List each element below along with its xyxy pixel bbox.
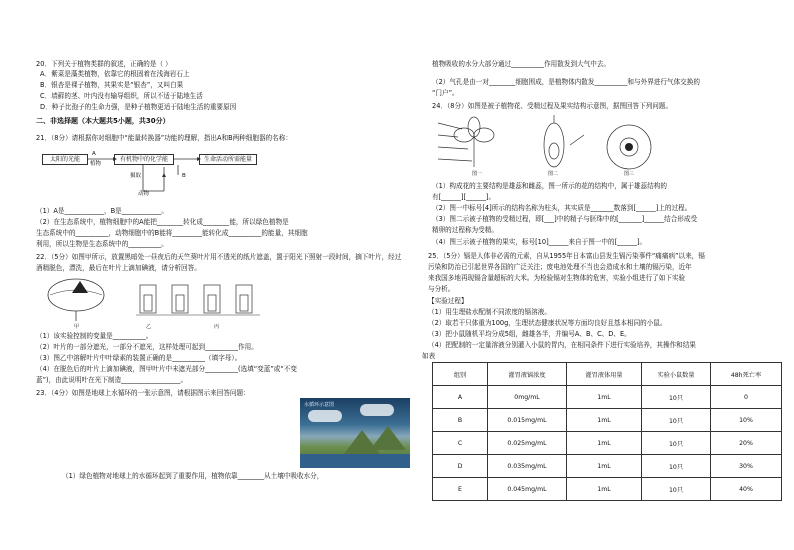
q21-line4: 利用，所以生物是生态系统中的__________。 bbox=[36, 240, 168, 248]
cloud bbox=[308, 410, 342, 422]
q25-stem-2: 污染和防治已引起世界各国的广泛关注；废电池处理不当也会造成水和土壤的镉污染，近年 bbox=[428, 263, 692, 271]
header-mortality: 48h死亡率 bbox=[711, 363, 782, 386]
header-group: 组别 bbox=[433, 363, 488, 386]
q20-option-c: C．墙藓的茎、叶内没有输导组织，所以不适于陆地生活 bbox=[40, 92, 203, 100]
q21-line3: 生态系统中的__________，动物细胞中的B能将_________能转化成__________的能量，其细胞 bbox=[36, 229, 308, 237]
sea bbox=[300, 454, 410, 468]
cell: 0.015mg/mL bbox=[488, 409, 567, 432]
header-concentration: 灌胃液镉浓度 bbox=[488, 363, 567, 386]
q23-line1: （1）绿色植物对地球上的水循环起到了重要作用，植物依靠________从土壤中吸收水分， bbox=[62, 472, 324, 480]
q23-cont-line3: “门户”。 bbox=[432, 89, 459, 97]
q21-arrows bbox=[40, 145, 270, 205]
q20-option-b: B．银杏是裸子植物，其果实是“银杏”，又叫白果 bbox=[40, 81, 184, 89]
cell: 1mL bbox=[567, 432, 642, 455]
q22-stem-1: 22．（5分）如图甲所示，放置黑暗处一昼夜后的天竺葵叶片用不透光的纸片遮盖，置于阳光下照射一段时间，摘下叶片，经过 bbox=[36, 253, 402, 261]
cell: B bbox=[433, 409, 488, 432]
q24-line1: （1）构成花的主要结构是雄蕊和雌蕊，图一所示的花的结构中，属于雄蕊结构的 bbox=[432, 182, 667, 190]
procedure-title: 【实验过程】 bbox=[428, 297, 468, 305]
q25-stem-1: 25．（5分）镉是人体非必需的元素，自从1955年日本富山县发生镉污染事件“痛痛病”以来，镉 bbox=[428, 252, 705, 260]
cell: 10只 bbox=[642, 455, 711, 478]
label-a: A bbox=[92, 151, 96, 157]
cell: 10只 bbox=[642, 386, 711, 409]
cell: 10% bbox=[711, 409, 782, 432]
fig-name-3: 图三 bbox=[624, 171, 635, 177]
q22-leaf-figure bbox=[40, 275, 280, 325]
procedure-3: （3）把小鼠随机平均分成5组，雌雄各半，并编号A、B、C、D、E。 bbox=[428, 330, 631, 338]
label-animal: 动物 bbox=[138, 191, 150, 197]
q22-line3: （3）图乙中溶解叶片中叶绿素的装置正确的是__________（填字母）。 bbox=[36, 354, 242, 362]
q20-option-a: A．紫菜是藻类植物，依靠它的根固着在浅海岩石上 bbox=[40, 70, 190, 78]
water-cycle-label: 水循环示意图 bbox=[304, 402, 335, 408]
q24-line2: 有[______][______]。 bbox=[432, 193, 496, 201]
q20-option-d: D．种子比孢子的生命力强，是种子植物更适于陆地生活的重要原因 bbox=[40, 103, 237, 111]
cell: 0 bbox=[711, 386, 782, 409]
header-volume: 灌胃液体用量 bbox=[567, 363, 642, 386]
mountain bbox=[370, 426, 406, 450]
cell: A bbox=[433, 386, 488, 409]
table-row bbox=[433, 432, 782, 455]
cell: 1mL bbox=[567, 409, 642, 432]
q24-line4: （3）图二示被子植物的受精过程，即[___]中的精子与胚珠中的[_______]______结合形成受 bbox=[432, 215, 698, 223]
q22-line5: 蓝”)，由此说明叶在光下制造__________________。 bbox=[36, 376, 188, 384]
q24-figures bbox=[434, 115, 654, 177]
cell: 0.035mg/mL bbox=[488, 455, 567, 478]
q21-stem: 21．（8分）请根据你对细胞中“能量转换器”功能的理解，指出A和B两种细胞器的名称： bbox=[36, 134, 292, 142]
table-row bbox=[433, 455, 782, 478]
q23-cont-line2: （2）气孔是由一对________细胞围成，是植物体内散发__________和与外界进行气体交换的 bbox=[432, 78, 700, 86]
q20-stem: 20．下列关于植物类群的叙述，正确的是（ ） bbox=[36, 60, 172, 68]
fig-label-yi: 乙 bbox=[146, 324, 152, 330]
q25-stem-3: 来我国多地再现镉含量超标的大米。为检验镉对生物体的危害，实验小组进行了如下实验 bbox=[428, 274, 686, 282]
label-b: B bbox=[182, 173, 186, 179]
label-plant: 植物 bbox=[90, 161, 102, 167]
q24-line3: （2）图一中标号[4]所示的结构名称为柱头，其实质是_______数落到[______]上的过程。 bbox=[432, 204, 692, 212]
q22-line2: （2）叶片的一部分遮光，一部分不遮光，这样处理可起到__________作用。 bbox=[36, 343, 258, 351]
cell: 1mL bbox=[567, 478, 642, 501]
fig-label-bing: 丙 bbox=[214, 324, 220, 330]
results-table bbox=[432, 362, 782, 501]
q25-stem-4: 与分析。 bbox=[428, 285, 455, 293]
table-row bbox=[433, 386, 782, 409]
q24-line5: 精卵的过程称为受精。 bbox=[432, 226, 498, 234]
table-header-row bbox=[433, 363, 782, 386]
q22-stem-2: 酒精脱色，漂洗，最后在叶片上滴加碘液，请分析回答。 bbox=[36, 264, 201, 272]
cell: 1mL bbox=[567, 455, 642, 478]
procedure-2: （2）取若干只体重为100g，生理状态健康状况等方面均良好且基本相同的小鼠。 bbox=[428, 319, 667, 327]
procedure-4: （4）把配制的一定量溶液分别灌入小鼠的胃内，在相同条件下进行实验培养，其操作和结果 bbox=[428, 341, 696, 349]
cell: 1mL bbox=[567, 386, 642, 409]
cell: 40% bbox=[711, 478, 782, 501]
cell: 10只 bbox=[642, 432, 711, 455]
cell: 10只 bbox=[642, 409, 711, 432]
fig-name-1: 图一 bbox=[472, 171, 483, 177]
q23-stem: 23．（4分）如图是地球上水循环的一张示意图，请根据图示来回答问题： bbox=[36, 389, 250, 397]
label-take: 摄取 bbox=[130, 173, 142, 179]
fig-label-jia: 甲 bbox=[74, 324, 80, 330]
fig-name-2: 图二 bbox=[548, 171, 559, 177]
q24-stem: 24．（8分）如图是被子植物花、受精过程及果实结构示意图，据图回答下列问题。 bbox=[432, 102, 673, 110]
q22-line1: （1）该实验控制的变量是__________。 bbox=[36, 332, 153, 340]
q22-line4: （4）在脱色后的叶片上滴加碘液，图甲叶片中未遮光部分__________(选填“变蓝”或“不变 bbox=[36, 365, 297, 373]
table-row bbox=[433, 478, 782, 501]
cell: 30% bbox=[711, 455, 782, 478]
cell: 0.045mg/mL bbox=[488, 478, 567, 501]
q21-line1: （1）A是____________，B是____________。 bbox=[36, 207, 168, 215]
cell: 0mg/mL bbox=[488, 386, 567, 409]
header-count: 实验小鼠数量 bbox=[642, 363, 711, 386]
box-sunlight: 太阳的光能 bbox=[42, 154, 88, 165]
q23-cont-line1: 植物吸收的水分大部分通过__________作用散发到大气中去。 bbox=[432, 60, 611, 68]
cell: 20% bbox=[711, 432, 782, 455]
box-chemical-energy: 有机物中的化学能 bbox=[114, 154, 174, 165]
box-life-energy: 生命活动所需能量 bbox=[199, 154, 257, 165]
table-row bbox=[433, 409, 782, 432]
q24-line6: （4）图三示被子植物的果实，标号[10]______来自于图一中的[______]。 bbox=[432, 238, 647, 246]
section-heading: 二、非选择题（本大题共5小题，共30分） bbox=[36, 117, 170, 125]
right-column bbox=[420, 0, 794, 550]
water-cycle-image bbox=[300, 398, 410, 468]
cell: 0.025mg/mL bbox=[488, 432, 567, 455]
procedure-5: 如表 bbox=[422, 352, 436, 360]
cell: C bbox=[433, 432, 488, 455]
q21-line2: （2）在生态系统中，植物细胞中的A能把________转化成________能，所以绿色植物是 bbox=[36, 218, 289, 226]
cell: E bbox=[433, 478, 488, 501]
procedure-1: （1）用生理盐水配制不同浓度的镉溶液。 bbox=[428, 308, 551, 316]
cell: D bbox=[433, 455, 488, 478]
cloud bbox=[360, 404, 394, 416]
cell: 10只 bbox=[642, 478, 711, 501]
